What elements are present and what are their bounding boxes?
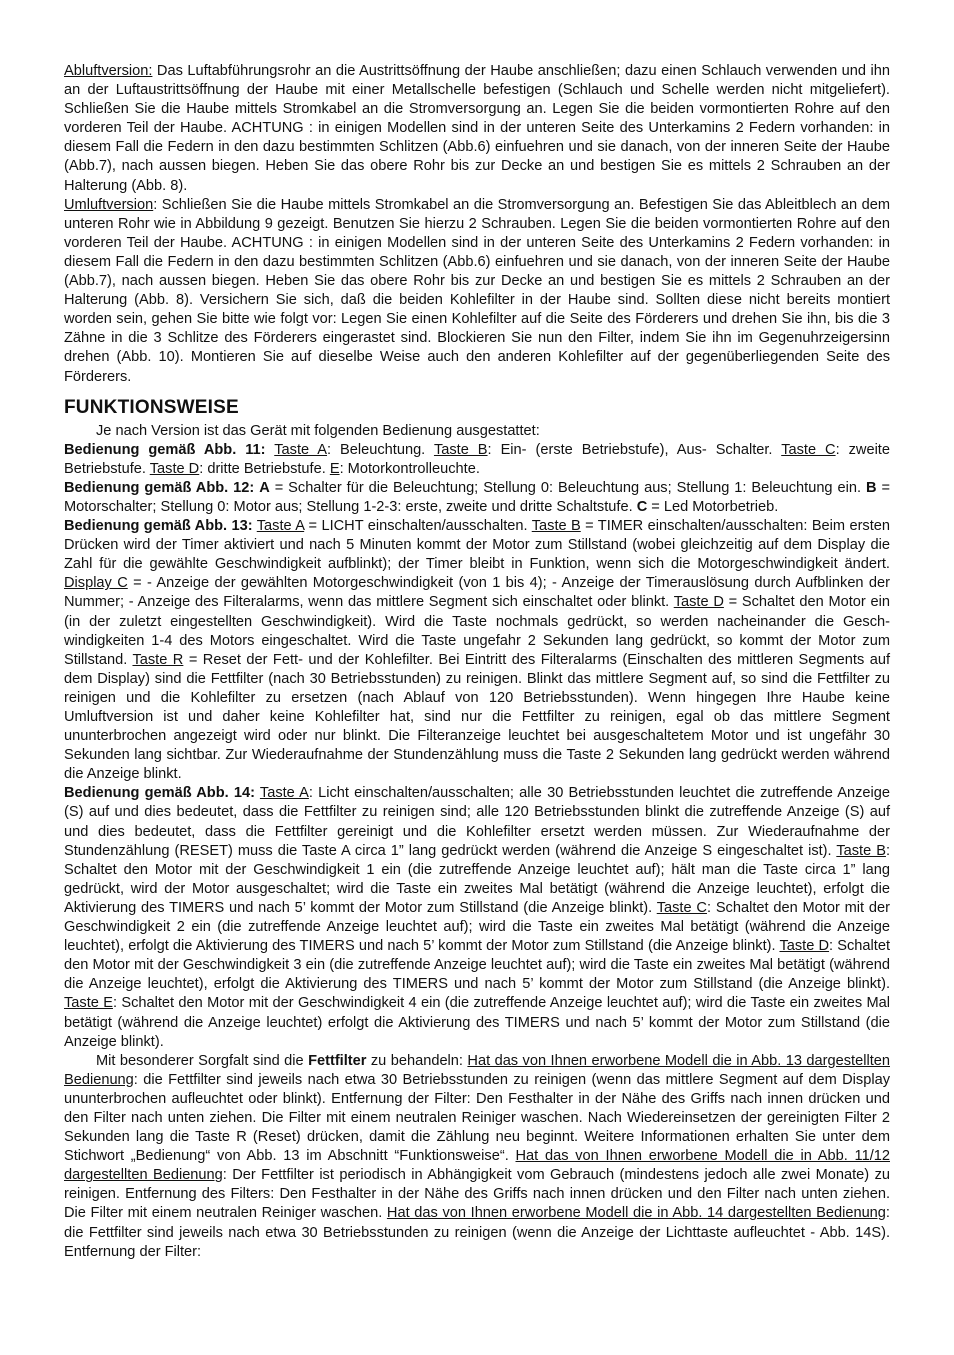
fig13-key-b-text: = TIMER einschalten/ausschalten: Beim ersten Drücken wird der Timer aktiviert und nach 5 Minuten kommt der Motor zum Stillstand (wobei gleichzeitig auf dem Display die Zahl für die gewählte Geschwindigkeit aufblinkt); der Timer bleibt in Funktion, wenn sich die Motorgeschwindigkeit ändert. — [64, 518, 891, 573]
fig12-switch-b-text: = Motorschalter; Stellung 0: Motor aus; Stellung 1-2-3: erste, zweite und dritte Schaltstufe. — [64, 479, 891, 515]
grease-filter-term: Fettfilter — [308, 1052, 367, 1069]
fig14-key-b: Taste B — [836, 842, 886, 859]
fig13-key-d: Taste D — [673, 594, 724, 611]
recirculation-version-paragraph — [64, 196, 890, 387]
fig14-key-b-text: : Schaltet den Motor mit der Geschwindigkeit 1 ein (die zutreffende Anzeige leuchtet auf); hält man die Taste circa 1” lang gedrückt, wird der Motor ausgeschaltet; wird die Taste ein zweites Mal betätigt (während die Anzeige leuchtet), erfolgt die Aktivierung des TIMERS und nach 5’ kommt der Motor zum Stillstand (die Anzeige blinkt). — [64, 842, 891, 916]
grease-filter-fig13-ref: Hat das von Ihnen erworbene Modell die in Abb. 13 dargestellten Bedienung — [64, 1052, 890, 1088]
fig13-key-r: Taste R — [132, 651, 184, 668]
fig11-key-c: Taste C — [781, 441, 836, 458]
fig14-key-c-text: : Schaltet den Motor mit der Geschwindigkeit 2 ein (die zutreffende Anzeige leuchtet auf); wird die Taste ein zweites Mal betätigt (während die Anzeige leuchtet), erfolgt die Aktivierung des TIMERS und nach 5’ kommt der Motor zum Stillstand (die Anzeige blinkt). — [64, 899, 890, 955]
section-heading: FUNKTIONSWEISE — [64, 396, 239, 418]
fig12-led-c: C — [636, 498, 648, 515]
fig12-switch-a-text: = Schalter für die Beleuchtung; Stellung 0: Beleuchtung aus; Stellung 1: Beleuchtung ein. — [269, 479, 866, 496]
fig11-label: Bedienung gemäß Abb. 11: — [64, 441, 266, 458]
grease-filter-fig11-12-ref: Hat das von Ihnen erworbene Modell die in Abb. 11/12 dargestellten Bedienung — [64, 1148, 890, 1184]
fig12-label: Bedienung gemäß Abb. 12: — [64, 479, 255, 496]
fig14-key-e: Taste E — [64, 995, 113, 1012]
controls-fig14-paragraph — [64, 784, 890, 1051]
fig14-label: Bedienung gemäß Abb. 14: — [64, 785, 255, 802]
fig11-key-a: Taste A — [274, 441, 328, 458]
fig13-display-c-text: = - Anzeige der gewählten Motorgeschwindigkeit (von 1 bis 4); - Anzeige der Timerauslösung durch Aufblinken der Nummer; - Anzeige des Filteralarms, wenn das mittlere Segment sich einschaltet oder blinkt. — [64, 575, 890, 611]
grease-filter-fig14-text: : die Fettfilter sind jeweils nach etwa 30 Betriebsstunden zu reinigen (wenn die Anzeige der Lichttaste aufleuchtet - Abb. 14S). Entfernung der Filter: — [64, 1205, 890, 1260]
grease-filter-mid: zu behandeln: — [366, 1052, 468, 1069]
fig14-key-a: Taste A — [259, 785, 309, 802]
fig11-key-b: Taste B — [433, 441, 488, 458]
fig13-label: Bedienung gemäß Abb. 13: — [64, 518, 253, 535]
fig13-key-d-text: = Schaltet den Motor ein (in der zuletzt eingestellten Geschwindigkeit). Wird die Taste nochmals gedrückt, so werden nacheinander die Gesch-windigkeiten 1-4 des Motors eingeschaltet. Wird die Taste ungefahr 2 Sekunden lang gedrückt, so kommt der Motor zum Stillstand. — [64, 594, 890, 668]
fig13-display-c: Display C — [64, 575, 128, 592]
fig12-switch-a: A — [259, 479, 270, 496]
fig14-key-c: Taste C — [656, 899, 707, 916]
fig13-key-r-text: = Reset der Fett- und der Kohlefilter. Bei Eintritt des Filteralarms (Einschalten des mittleren Segments auf dem Display) sind die Fettfilter (nach 30 Betriebsstunden) zu reinigen. Blinkt das mittlere Segment auf, so sind die Fettfilter zu reinigen und die Kohlefilter zu ersetzen (nach Ablauf von 120 Betriebsstunden). Wenn hingegen Ihre Haube keine Umluftversion ist und daher keine Kohlefilter hat, sind nur die Fettfilter zu reinigen, egal ob das mittlere Segment ununterbrochen angezeigt wird oder nur blinkt. Die Filteranzeige leuchtet bei ausgeschaltetem Motor und ist ungefähr 30 Sekunden lang sichtbar. Zur Wiederaufnahme der Stundenzählung muss die Taste 2 Sekunden lang gedrückt werden während die Anzeige blinkt. — [64, 651, 890, 783]
grease-filter-fig11-12-text: : Der Fettfilter ist periodisch in Abhängigkeit vom Gebrauch (mindestens jedoch alle zwei Monate) zu reinigen. Entfernung des Filters: Den Festhalter in der Nähe des Griffs nach innen drücken und den Filter nach unten ziehen. Die Filter mit einem neutralen Reiniger waschen. — [64, 1167, 890, 1222]
fig11-key-e-text: : Motorkontrolleuchte. — [339, 460, 480, 477]
fig14-key-d-text: : Schaltet den Motor mit der Geschwindigkeit 3 ein (die zutreffende Anzeige leuchtet auf); wird die Taste ein zweites Mal betätigt (während die Anzeige leuchtet), erfolgt die Aktivierung des TIMERS und nach 5’ kommt der Motor zum Stillstand (die Anzeige blinkt). — [64, 938, 890, 993]
fig14-key-e-text: : Schaltet den Motor mit der Geschwindigkeit 4 ein (die zutreffende Anzeige leuchtet auf); wird die Taste ein zweites Mal betätigt (während die Anzeige leuchtet) erfolgt die Aktivierung des TIMERS und nach 5’ kommt der Motor zum Stillstand (die Anzeige blinkt). — [64, 995, 890, 1050]
grease-filter-paragraph — [64, 1052, 890, 1262]
recirculation-version-text: : Schließen Sie die Haube mittels Stromkabel an die Stromversorgung an. Befestigen Sie das Ableitblech an dem unteren Rohr wie in Abbildung 9 gezeigt. Benutzen Sie hierzu 2 Schrauben. Legen Sie die beiden vormontierten Rohre auf den vorderen Teil der Haube. ACHTUNG : in einigen Modellen sind in der unteren Seite des Unterkamins 2 Federn vorhanden: in diesem Fall die Federn in den dazu bestimmten Schlitzen (Abb.6) einfuehren und sie danach, von der inneren Seite der Haube (Abb.7), nach aussen biegen. Heben Sie das obere Rohr bis zur Decke an und bestigen Sie es mittels 2 Schrauben an der Halterung (Abb. 8). Versichern Sie sich, daß die beiden Kohlefilter in der Haube sind. Sollten diese nicht bereits montiert worden sein, gehen Sie bitte wie folgt vor: Legen Sie einen Kohlefilter auf die Seite des Förderers und drehen Sie ihn, bis die 3 Zähne in die 3 Schlitze des Förderers eingerastet sind. Blockieren Sie nun den Filter, indem Sie ihn im Gegenuhrzeigersinn drehen (Abb. 10). Montieren Sie auf dieselbe Weise auch den anderen Kohlefilter auf der gegenüberliegenden Seite des Förderers. — [64, 196, 890, 385]
fig12-switch-b: B — [865, 479, 877, 496]
controls-fig11-paragraph — [64, 441, 890, 479]
fig12-led-c-text: = Led Motorbetrieb. — [647, 498, 779, 515]
exhaust-version-text: Das Luftabführungsrohr an die Austrittsöffnung der Haube anschließen; dazu einen Schlauch verwenden und ihn an der Luftaustrittsöffnung der Haube mit einer Metallschelle befestigen (Schlauch und Schelle werden nicht mitgeliefert). Schließen Sie die Haube mittels Stromkabel an die Stromversorgung an. Legen Sie die beiden vormontierten Rohre auf den vorderen Teil der Haube. ACHTUNG : in einigen Modellen sind in der unteren Seite des Unterkamins 2 Federn vorhanden: in diesem Fall die Federn in den dazu bestimmten Schlitzen (Abb.6) einfuehren und sie danach, von der inneren Seite der Haube (Abb.7), nach aussen biegen. Heben Sie das obere Rohr bis zur Decke an und bestigen Sie es mittels 2 Schrauben an der Halterung (Abb. 8). — [64, 63, 890, 194]
fig14-key-a-text: : Licht einschalten/ausschalten; alle 30 Betriebsstunden leuchtet die zutreffende Anzeige (S) auf und dies bedeutet, dass die Fettfilter zu reinigen sind; alle 120 Betriebsstunden blinkt die zutreffende Anzeige (S) auf und dies bedeutet, dass die Fettfilter gereinigt und die Kohlefilter ersetzt werden müssen. Zur Wiederaufnahme der Stundenzählung (RESET) muss die Taste A circa 1” lang gedrückt werden (während die Anzeige S eingeschaltet ist). — [64, 785, 890, 859]
controls-fig12-paragraph — [64, 479, 890, 517]
intro-paragraph: Je nach Version ist das Gerät mit folgenden Bedienung ausgestattet: — [96, 422, 540, 439]
fig13-key-a: Taste A — [256, 518, 305, 535]
fig11-key-c-text: : zweite Betriebstufe. — [64, 441, 890, 477]
fig11-key-d: Taste D — [149, 460, 200, 477]
controls-fig13-paragraph — [64, 517, 890, 784]
fig13-key-b: Taste B — [531, 518, 581, 535]
exhaust-version-paragraph — [64, 62, 890, 196]
fig14-key-d: Taste D — [779, 938, 830, 955]
fig11-key-a-text: : Beleuchtung. — [327, 441, 434, 458]
grease-filter-fig14-ref: Hat das von Ihnen erworbene Modell die in Abb. 14 dargestellten Bedienung — [386, 1205, 886, 1222]
recirculation-version-label: Umluftversion — [64, 196, 154, 213]
exhaust-version-label: Abluftversion: — [64, 63, 153, 79]
grease-filter-fig13-text: : die Fettfilter sind jeweils nach etwa 30 Betriebsstunden zu reinigen (wenn das mittlere Segment auf dem Display ununterbrochen aufleuchtet oder blinkt). Entfernung der Filter: Den Festhalter in der Nähe des Griffs nach innen drücken und den Filter nach unten ziehen. Die Filter mit einem neutralen Reiniger waschen. Nach Wiedereinsetzen der gereinigten Filter 2 Sekunden lang die Taste R (Reset) drücken, damit die Zählung neu beginnt. Weitere Informationen erhalten Sie unter dem Stichwort „Bedienung“ von Abb. 13 im Abschnitt “Funktionsweise“. — [64, 1071, 890, 1165]
fig13-key-a-text: = LICHT einschalten/ausschalten. — [304, 518, 532, 535]
fig11-key-d-text: : dritte Betriebstufe. — [199, 460, 330, 477]
grease-filter-lead: Mit besonderer Sorgfalt sind die — [96, 1052, 309, 1069]
fig11-key-e: E — [329, 460, 340, 477]
fig11-key-b-text: : Ein- (erste Betriebstufe), Aus- Schalter. — [487, 441, 773, 458]
